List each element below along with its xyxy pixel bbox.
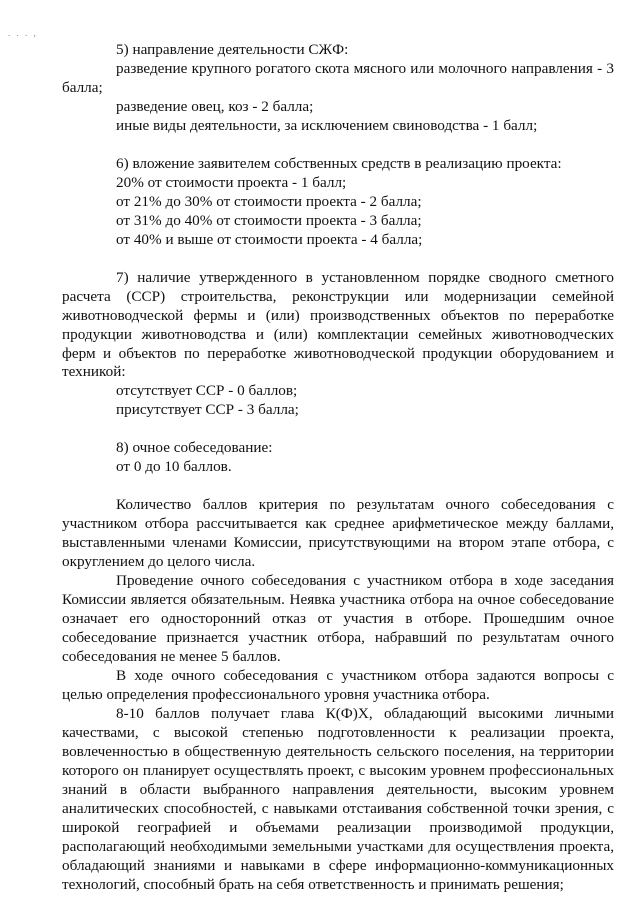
text-line: В ходе очного собеседования с участником отбора задаются вопросы с [116, 667, 614, 684]
text-line: располагающий необходимыми земельными участками для осуществления проекта, [62, 838, 614, 855]
text-line: знаний в области выбранного направления деятельности, высоким уровнем [62, 781, 614, 798]
text-line: 8-10 баллов получает глава К(Ф)Х, обладающий высокими личными [116, 705, 614, 722]
text-line: от 0 до 10 баллов. [116, 458, 232, 475]
text-line: участником отбора рассчитывается как среднее арифметическое между баллами, [62, 515, 614, 532]
text-line: от 21% до 30% от стоимости проекта - 2 балла; [116, 193, 422, 210]
text-line: 8) очное собеседование: [116, 439, 273, 456]
text-line: разведение овец, коз - 2 балла; [116, 98, 314, 115]
text-line: выставленными членами Комиссии, присутствующими на втором этапе отбора, с [62, 534, 614, 551]
text-line: присутствует ССР - 3 балла; [116, 401, 299, 418]
text-line: продукции животноводства и (или) комплектации семейных животноводческих [62, 326, 614, 343]
text-line: расчета (ССР) строительства, реконструкции или модернизации семейной [62, 288, 614, 305]
text-line: от 31% до 40% от стоимости проекта - 3 балла; [116, 212, 422, 229]
text-line: которого он планирует осуществлять проект, с высоким уровнем профессиональных [62, 762, 614, 779]
text-line: 7) наличие утвержденного в установленном порядке сводного сметного [116, 269, 614, 286]
corner-mark: . . . , [8, 28, 38, 38]
text-line: 5) направление деятельности СЖФ: [116, 41, 349, 58]
text-line: целью определения профессионального уровня участника отбора. [62, 686, 490, 703]
text-line: животноводческой фермы и (или) производственных объектов по переработке [62, 307, 614, 324]
text-line: балла; [62, 79, 103, 96]
text-line: аналитических способностей, с навыками отстаивания собственной точки зрения, с [62, 800, 614, 817]
text-line: от 40% и выше от стоимости проекта - 4 балла; [116, 231, 423, 248]
text-line: Комиссии является обязательным. Неявка участника отбора на очное собеседование [62, 591, 614, 608]
text-line: округлением до целого числа. [62, 553, 256, 570]
text-line: означает его односторонний отказ от участия в отборе. Прошедшим очное [62, 610, 614, 627]
text-line: ферм и объектов по переработке животноводческой продукции оборудованием и [62, 345, 614, 362]
text-line: качествами, с высокой степенью подготовленности к реализации проекта, [62, 724, 614, 741]
text-line: собеседование признается участник отбора, набравший по результатам очного [62, 629, 614, 646]
text-line: техникой: [62, 363, 126, 380]
text-line: разведение крупного рогатого скота мясного или молочного направления - 3 [116, 60, 614, 77]
text-line: собеседования не менее 5 баллов. [62, 648, 281, 665]
text-line: Проведение очного собеседования с участником отбора в ходе заседания [116, 572, 614, 589]
text-line: широкой географией и объемами реализации производимой продукции, [62, 819, 614, 836]
text-line: 20% от стоимости проекта - 1 балл; [116, 174, 347, 191]
text-line: 6) вложение заявителем собственных средств в реализацию проекта: [116, 155, 562, 172]
text-line: Количество баллов критерия по результатам очного собеседования с [116, 496, 614, 513]
text-line: обладающий знаниями и навыками в сфере информационно-коммуникационных [62, 857, 614, 874]
text-line: технологий, способный брать на себя ответственность и принимать решения; [62, 876, 564, 893]
text-line: вовлеченностью в общественную деятельность сельского поселения, на территории [62, 743, 614, 760]
text-line: иные виды деятельности, за исключением свиноводства - 1 балл; [116, 117, 538, 134]
text-line: отсутствует ССР - 0 баллов; [116, 382, 298, 399]
